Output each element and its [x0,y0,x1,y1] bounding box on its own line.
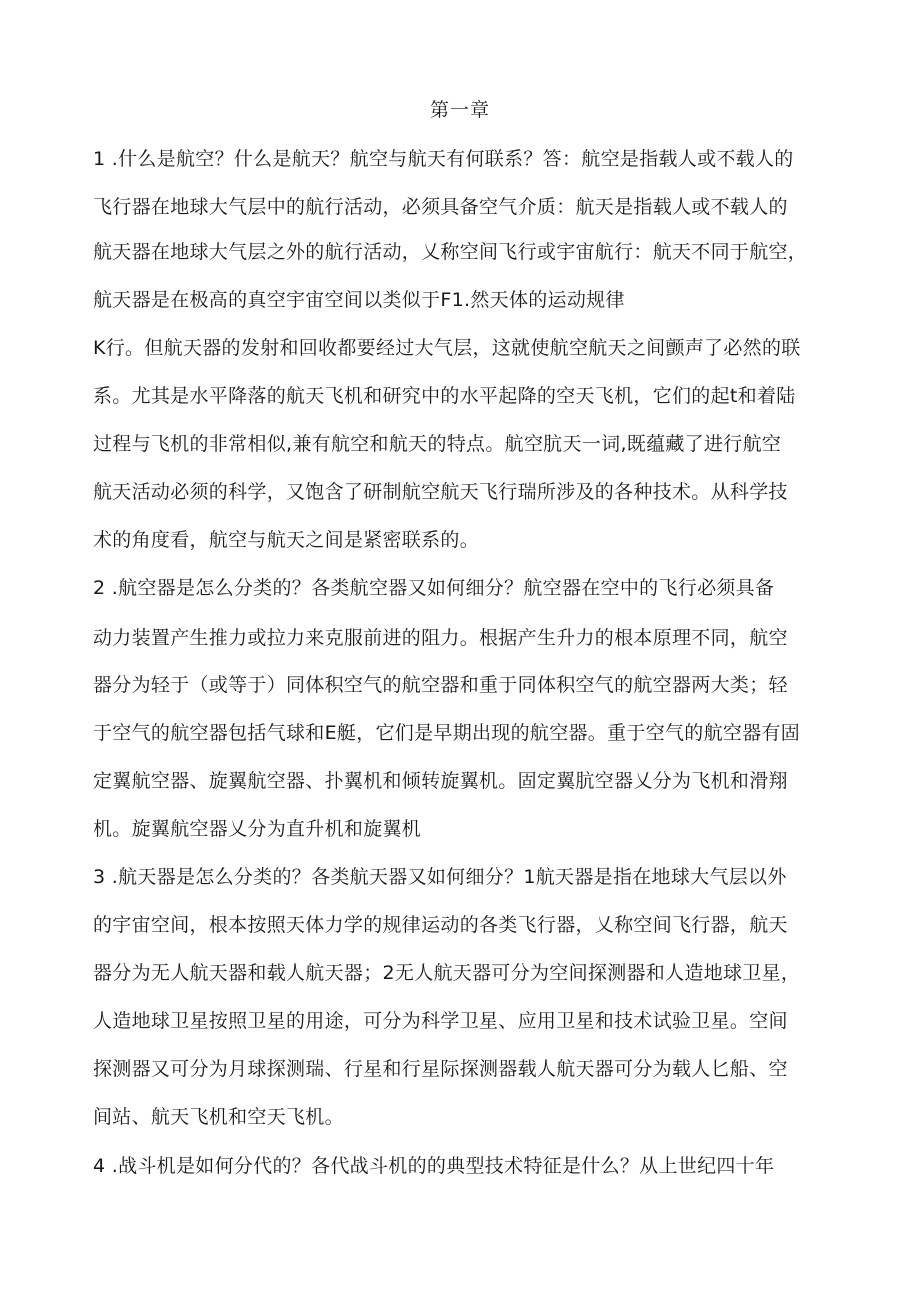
text-line: 2 .航空器是怎么分类的？各类航空器又如何细分？航空器在空中的飞行必须具备 [93,577,775,599]
text-line: 航天活动必须的科学，又饱含了研制航空航天飞行瑞所涉及的各种技术。从科学技 [93,481,788,503]
text-line: 的宇宙空间，根本按照天体力学的规律运动的各类飞行器，乂称空间飞行器，航天 [93,914,788,936]
text-line: 定翼航空器、旋翼航空器、扑翼机和倾转旋翼机。固定翼肮空器乂分为飞机和滑翔 [93,770,788,792]
text-line: 航天器是在极高的真空宇宙空间以类似于F1.然天体的运动规律 [93,289,625,311]
text-line: 器分为轻于（或等于）同体积空气的航空器和重于同体积空气的航空器两大类；轻 [93,674,788,696]
text-line: K行。但航天器的发射和回收都要经过大气层，这就使航空航天之间颤声了必然的联 [93,337,801,359]
text-line: 间站、航天飞机和空天飞机。 [93,1106,344,1128]
text-line: 人造地球卫星按照卫星的用途，可分为科学卫星、应用卫星和技术试验卫星。空间 [93,1010,788,1032]
text-line: 飞行器在地球大气层中的航行活动，必须具备空气介质：航天是指载人或不载人的 [93,196,788,218]
text-line: 探测器又可分为月球探测瑞、行星和行星际探测器载人航天器可分为载人匕船、空 [93,1058,788,1080]
text-line: 动力装置产生推力或拉力来克服前进的阻力。根据产生升力的根本原理不同，航空 [93,627,788,649]
chapter-title: 第一章 [429,99,490,121]
text-line: 过程与飞机的非常相似,兼有航空和航天的特点。航空肮天一词,既蕴藏了进行航空 [93,433,782,455]
text-line: 4 .战斗机是如何分代的？各代战斗机的的典型技术特征是什么？从上世纪四十年 [93,1155,775,1177]
text-line: 系。尤其是水平降落的航天飞机和研究中的水平起降的空天飞机，它们的起t和着陆 [93,385,796,407]
text-line: 3 .航天器是怎么分类的？各类航天器又如何细分？1航天器是指在地球大气层以外 [93,866,787,888]
text-line: 机。旋翼航空器乂分为直升机和旋翼机 [93,818,422,840]
text-line: 术的角度看，航空与航天之间是紧密联系的。 [93,529,480,551]
text-line: 1 .什么是航空？什么是航天？航空与航天有何联系？答：航空是指载人或不载人的 [93,148,794,170]
text-line: 于空气的航空器包括气球和E艇，它们是早期出现的航空器。重于空气的航空器有固 [93,722,801,744]
text-line: 航天器在地球大气层之外的航行活动，乂称空间飞行或宇宙航行：航天不同于航空， [93,241,808,263]
text-line: 器分为无人航天器和载人航天器；2无人航天器可分为空间探测器和人造地球卫星， [93,962,801,984]
